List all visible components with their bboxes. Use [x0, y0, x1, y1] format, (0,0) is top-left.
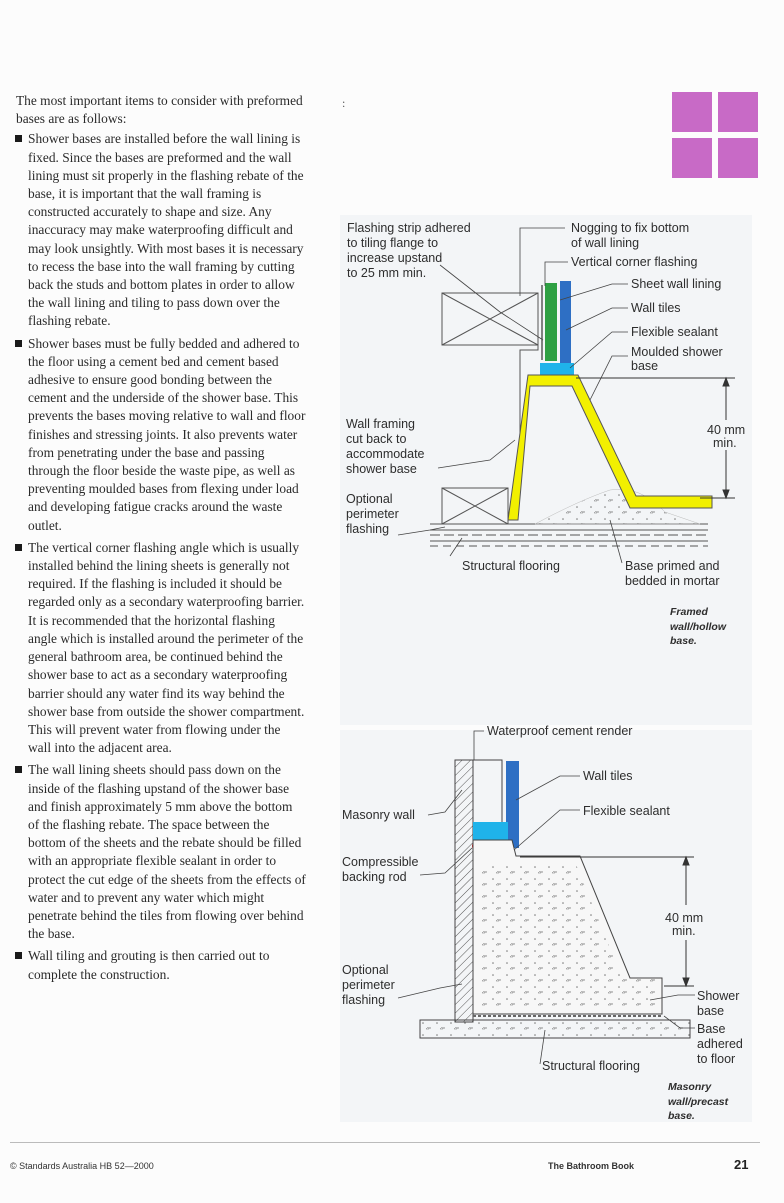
label-flexible-sealant: Flexible sealant [583, 804, 670, 818]
label-base-adhered: Base adhered to floor [697, 1022, 743, 1066]
cement-render [473, 760, 502, 822]
list-item: Shower bases must be fully bedded and adhered to the floor using a cement bed and cement based adhesive to ensure good bonding between the cement and the underside of the shower base. This prevents the bases moving relative to wall and floor finishes and stressing joints. It also prevents water from penetrating under the base and passing through the floor beside the waste pipe, as well as preventing moulded bases from flexing under load and developing fatigue cracks around the waste outlet. [16, 335, 306, 535]
diagram-framed-wall [346, 221, 749, 588]
label-dimension: 40 mm min. [665, 911, 704, 938]
label-nogging: Nogging to fix bottom of wall lining [571, 221, 690, 250]
column-separator-mark: : [342, 96, 346, 110]
flexible-sealant [540, 363, 574, 376]
base-concrete-texture [480, 862, 658, 1008]
label-sheet-lining: Sheet wall lining [631, 277, 722, 291]
structural-flooring [430, 530, 708, 546]
label-flexible-sealant: Flexible sealant [631, 325, 718, 339]
footer-book-title: The Bathroom Book [548, 1161, 635, 1171]
intro-paragraph: The most important items to consider with preformed bases are as follows: [16, 93, 303, 127]
structural-flooring [420, 1020, 690, 1038]
list-item: Wall tiling and grouting is then carried out to complete the construction. [16, 947, 306, 983]
label-wall-tiles: Wall tiles [631, 301, 681, 315]
label-waterproof-render: Waterproof cement render [487, 724, 633, 738]
label-optional-flashing: Optional perimeter flashing [342, 963, 395, 1007]
footer-rule [10, 1142, 760, 1143]
sheet-wall-lining [545, 283, 557, 361]
label-dimension: 40 mm min. [707, 423, 746, 450]
masonry-wall [455, 760, 473, 1022]
label-vertical-flashing: Vertical corner flashing [571, 255, 698, 269]
label-wall-framing: Wall framing cut back to accommodate shower base [346, 417, 425, 476]
diagram-masonry-wall [342, 724, 746, 1073]
wall-tile [560, 281, 571, 373]
list-item: Shower bases are installed before the wall lining is fixed. Since the bases are preformed and the wall lining must sit properly in the flashing rebate of the base, it is important that the wall framing is constructed accurately to shape and size. Any inaccuracy may make waterproofing difficult and may look unsightly. With most bases it is necessary to recess the base into the wall framing by cutting back the studs and bottom plates in order to allow the wall lining and tiling to pass down over the flashing rebate. [16, 130, 306, 330]
list-item: The wall lining sheets should pass down on the inside of the flashing upstand of the shower base and finish approximately 5 mm above the bottom of the flashing rebate. The space between the bottom of the sheets and the rebate should be filled with an appropriate flexible sealant in order to protect the cut edge of the sheets from the effects of water and to prevent any water which might penetrate behind the tiles from flowing over behind the base. [16, 761, 306, 943]
label-backing-rod: Compressible backing rod [342, 855, 419, 884]
label-flashing-strip: Flashing strip adhered to tiling flange to increase upstand to 25 mm min. [347, 221, 471, 280]
label-moulded-base: Moulded shower base [631, 345, 723, 373]
footer-copyright: © Standards Australia HB 52—2000 [10, 1161, 154, 1171]
label-base-primed: Base primed and bedded in mortar [625, 559, 720, 588]
caption-masonry-wall: Masonry wall/precast base. [668, 1081, 729, 1122]
page-number: 21 [734, 1157, 749, 1172]
caption-framed-wall: Framed wall/hollow base. [670, 606, 727, 647]
label-shower-base: Shower base [697, 989, 740, 1018]
label-optional-flashing: Optional perimeter flashing [346, 492, 399, 536]
list-item: The vertical corner flashing angle which is usually installed behind the lining sheets is generally not required. If the flashing is included it should be regarded only as a secondary waterproofing barrier. It is recommended that the horizontal flashing angle which is installed around the perimeter of the general bathroom area, be continued behind the shower base to act as a secondary waterproofing barrier should any water find its way behind the shower base from outside the shower compartment. This will prevent water from flowing under the wall into the adjacent area. [16, 539, 306, 757]
label-structural-flooring: Structural flooring [542, 1059, 640, 1073]
label-wall-tiles: Wall tiles [583, 769, 633, 783]
label-structural-flooring: Structural flooring [462, 559, 560, 573]
label-masonry-wall: Masonry wall [342, 808, 415, 822]
flexible-sealant [473, 822, 508, 840]
